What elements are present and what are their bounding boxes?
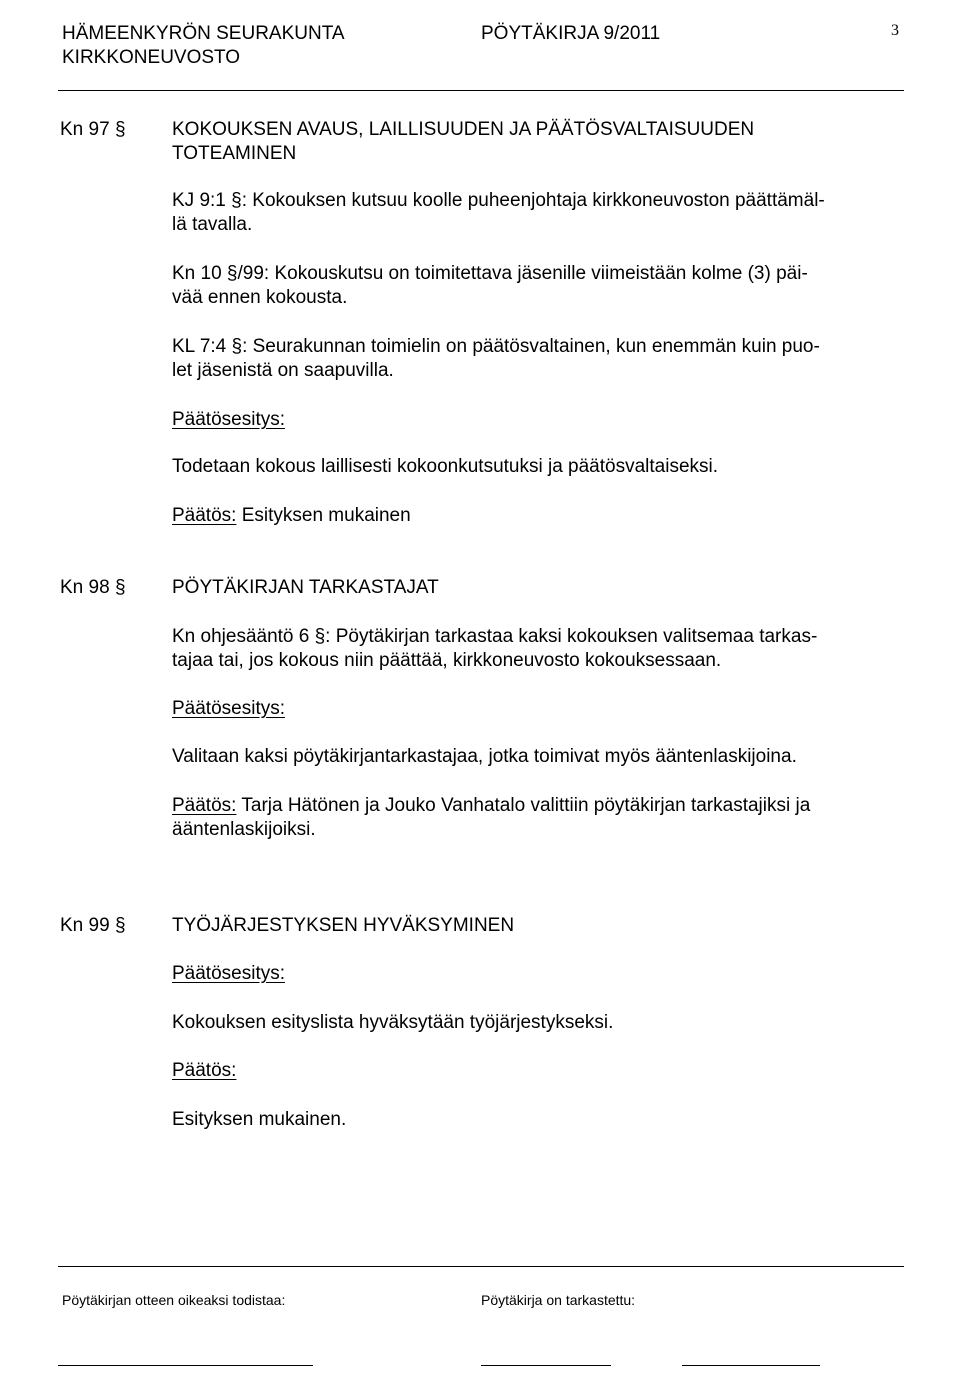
paragraph: KJ 9:1 §: Kokouksen kutsuu koolle puheenjohtaja kirkkoneuvoston päättämäl- lä tavalla. — [172, 190, 825, 235]
footer-rule — [58, 1266, 904, 1267]
section-title: TYÖJÄRJESTYKSEN HYVÄKSYMINEN — [172, 915, 515, 936]
proposal-label: Päätösesitys: — [172, 963, 285, 984]
proposal-text: Valitaan kaksi pöytäkirjantarkastajaa, jotka toimivat myös ääntenlaskijoina. — [172, 746, 797, 767]
section-number: Kn 98 § — [60, 577, 126, 598]
org-body: KIRKKONEUVOSTO — [62, 47, 241, 68]
proposal-text: Kokouksen esityslista hyväksytään työjärjestykseksi. — [172, 1012, 614, 1033]
decision-text: Tarja Hätönen ja Jouko Vanhatalo valittiin pöytäkirjan tarkastajiksi ja — [241, 795, 811, 816]
header-rule — [58, 90, 904, 91]
signature-line — [682, 1365, 820, 1366]
decision — [172, 504, 411, 528]
document-title: PÖYTÄKIRJA 9/2011 — [481, 23, 661, 44]
paragraph: Kn ohjesääntö 6 §: Pöytäkirjan tarkastaa kaksi kokouksen valitsemaa tarkas- tajaa tai, jos kokous niin päättää, kirkkoneuvosto kokouksessaan. — [172, 626, 818, 671]
certification-label: Pöytäkirjan otteen oikeaksi todistaa: — [62, 1292, 286, 1308]
decision-label: Päätös: — [172, 1060, 237, 1081]
section-number: Kn 97 § — [60, 119, 126, 140]
org-name: HÄMEENKYRÖN SEURAKUNTA — [62, 23, 345, 44]
proposal-label: Päätösesitys: — [172, 409, 285, 430]
section-sign-icon: § — [114, 119, 126, 140]
signature-line — [481, 1365, 611, 1366]
decision-text: Esityksen mukainen. — [172, 1109, 347, 1130]
proposal-label: Päätösesitys: — [172, 698, 285, 719]
section-title: KOKOUKSEN AVAUS, LAILLISUUDEN JA PÄÄTÖSVALTAISUUDEN TOTEAMINEN — [172, 119, 755, 164]
decision-label: Päätös: — [172, 795, 237, 816]
paragraph: Kn 10 §/99: Kokouskutsu on toimitettava jäsenille viimeistään kolme (3) päi- vää ennen kokousta. — [172, 263, 808, 308]
page-number: 3 — [891, 22, 899, 39]
section-sign-icon: § — [114, 915, 126, 936]
inspection-label: Pöytäkirja on tarkastettu: — [481, 1292, 636, 1308]
decision-label: Päätös: — [172, 505, 237, 526]
section-title: PÖYTÄKIRJAN TARKASTAJAT — [172, 577, 439, 598]
decision-text: Esityksen mukainen — [241, 505, 411, 526]
section-sign-icon: § — [114, 577, 126, 598]
proposal-text: Todetaan kokous laillisesti kokoonkutsutuksi ja päätösvaltaiseksi. — [172, 456, 719, 477]
decision: Päätös: Tarja Hätönen ja Jouko Vanhatalo valittiin pöytäkirjan tarkastajiksi ja ääntenlaskijoiksi. — [172, 795, 811, 840]
signature-line — [58, 1365, 313, 1366]
paragraph: KL 7:4 §: Seurakunnan toimielin on päätösvaltainen, kun enemmän kuin puo- let jäsenistä on saapuvilla. — [172, 336, 820, 381]
section-number: Kn 99 § — [60, 915, 126, 936]
